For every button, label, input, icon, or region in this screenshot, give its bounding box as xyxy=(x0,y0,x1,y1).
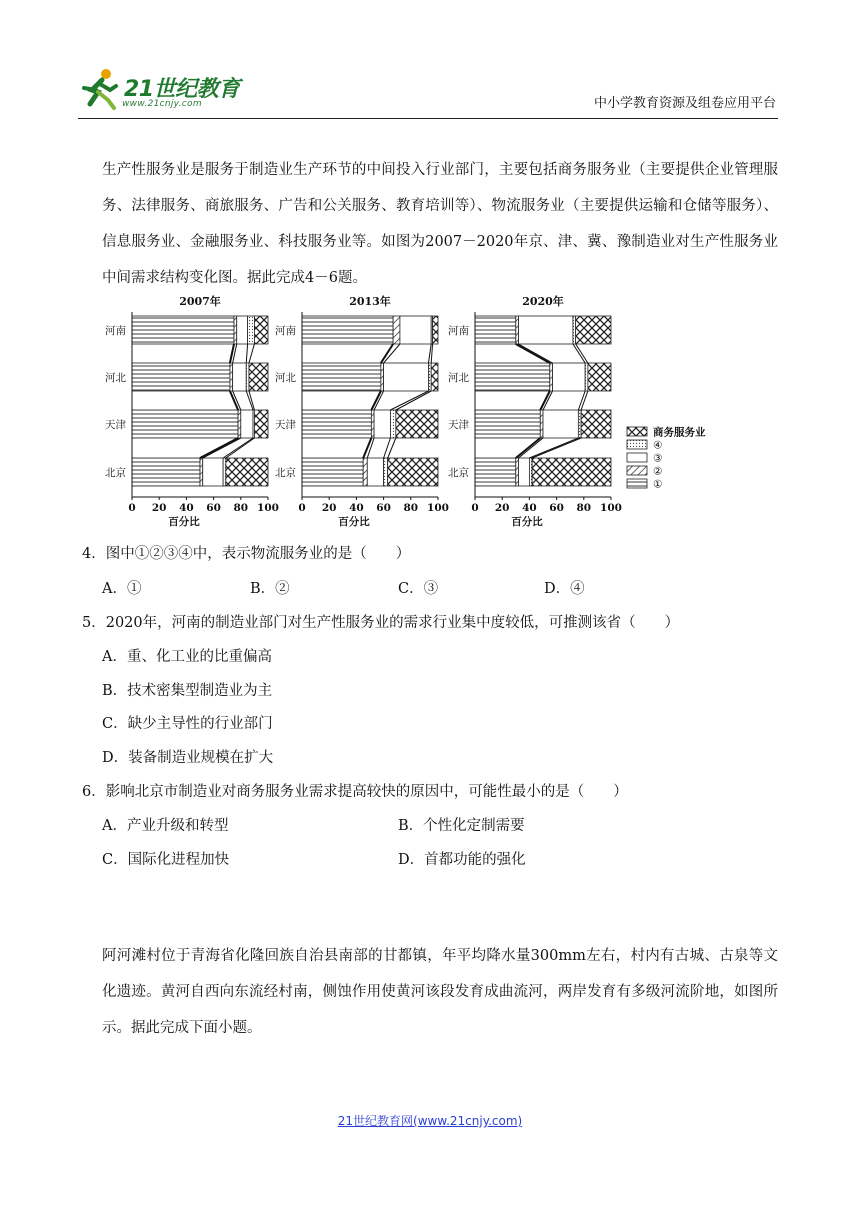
x-tick-label: 80 xyxy=(403,502,419,514)
question-6: 6．影响北京市制造业对商务服务业需求提高较快的原因中，可能性最小的是（ ） xyxy=(82,784,628,800)
legend-label: 商务服务业 xyxy=(653,426,706,439)
connector-line xyxy=(390,391,428,410)
x-tick-label: 80 xyxy=(576,502,592,514)
bar-segment xyxy=(532,458,611,486)
bar-segment xyxy=(529,458,532,486)
connector-line xyxy=(223,438,253,458)
chart-panel-2013年 xyxy=(275,294,449,527)
bar-segment xyxy=(428,363,431,391)
q4-option-d[interactable]: D．④ xyxy=(544,581,585,597)
q6-option-d[interactable]: D．首都功能的强化 xyxy=(398,852,526,868)
q4-option-b[interactable]: B．② xyxy=(250,581,290,597)
q5-option-a[interactable]: A．重、化工业的比重偏高 xyxy=(102,649,272,665)
question-4: 4．图中①②③④中，表示物流服务业的是（ ） xyxy=(82,546,411,562)
bar-segment xyxy=(588,363,611,391)
legend-label: ② xyxy=(653,465,663,478)
x-tick-label: 0 xyxy=(128,502,136,514)
bar-segment xyxy=(585,363,588,391)
bar-segment xyxy=(233,363,247,391)
legend-swatch xyxy=(627,466,647,475)
bar-segment xyxy=(371,410,374,438)
bar-segment xyxy=(254,316,268,344)
bar-segment xyxy=(396,410,438,438)
chart-legend xyxy=(627,426,706,491)
connector-line xyxy=(540,391,550,410)
question-5: 5．2020年，河南的制造业部门对生产性服务业的需求行业集中度较低，可推测该省（ ） xyxy=(82,615,680,631)
bar-segment xyxy=(519,316,573,344)
x-tick-label: 60 xyxy=(376,502,391,514)
connector-line xyxy=(371,391,381,410)
connector-line xyxy=(519,344,553,363)
category-label: 河南 xyxy=(105,325,126,337)
x-tick-label: 60 xyxy=(206,502,221,514)
bar-segment xyxy=(226,458,268,486)
connector-line xyxy=(246,344,247,363)
legend-label: ④ xyxy=(653,439,663,452)
panel-title: 2013年 xyxy=(349,295,391,308)
bar-segment xyxy=(200,458,203,486)
category-label: 北京 xyxy=(448,467,469,479)
page-header xyxy=(78,62,778,119)
demand-structure-chart xyxy=(92,292,732,527)
connector-line xyxy=(428,344,431,363)
bar-segment xyxy=(553,363,586,391)
bar-segment xyxy=(230,363,233,391)
platform-title: 中小学教育资源及组卷应用平台 xyxy=(593,96,776,111)
x-tick-label: 100 xyxy=(257,502,279,514)
x-tick-label: 0 xyxy=(471,502,479,514)
bar-segment xyxy=(302,458,363,486)
bar-segment xyxy=(302,410,371,438)
bar-segment xyxy=(543,410,578,438)
bar-segment xyxy=(400,316,431,344)
bar-segment xyxy=(475,458,516,486)
category-label: 天津 xyxy=(448,419,469,431)
category-label: 天津 xyxy=(275,419,296,431)
x-tick-label: 40 xyxy=(522,502,537,514)
bar-segment xyxy=(254,410,268,438)
passage-2: 阿河滩村位于青海省化隆回族自治县南部的甘都镇，年平均降水量300mm左右，村内有古城、古泉等文化遗迹。黄河自西向东流经村南，侧蚀作用使黄河该段发育成曲流河，两岸发育有多级河流阶地，如图所示。据此完成下面小题。 xyxy=(102,948,778,1036)
x-tick-label: 20 xyxy=(151,502,167,514)
q5-option-b[interactable]: B．技术密集型制造业为主 xyxy=(102,683,273,699)
legend-swatch xyxy=(627,440,647,449)
intro-paragraph: 生产性服务业是服务于制造业生产环节的中间投入行业部门，主要包括商务服务业（主要提供企业管理服务、法律服务、商旅服务、广告和公关服务、教育培训等）、物流服务业（主要提供运输和仓储等服务）、信息服务业、金融服务业、科技服务业等。如图为2007－2020年京、津、冀、豫制造业对生产性服务业中间需求结构变化图。据此完成4－6题。 xyxy=(102,162,778,286)
legend-label: ③ xyxy=(653,452,663,465)
chart-panel-2020年 xyxy=(448,294,622,527)
category-label: 河南 xyxy=(448,325,469,337)
connector-line xyxy=(431,344,432,363)
connector-line xyxy=(249,344,254,363)
bar-segment xyxy=(238,410,241,438)
q6-option-c[interactable]: C．国际化进程加快 xyxy=(102,852,230,868)
category-label: 河南 xyxy=(275,325,296,337)
bar-segment xyxy=(550,363,553,391)
panel-title: 2007年 xyxy=(179,295,221,308)
q6-option-b[interactable]: B．个性化定制需要 xyxy=(398,818,525,834)
bar-segment xyxy=(249,363,268,391)
x-tick-label: 80 xyxy=(233,502,249,514)
x-tick-label: 40 xyxy=(179,502,194,514)
bar-segment xyxy=(381,363,384,391)
runner-logo-icon xyxy=(78,66,122,110)
connector-line xyxy=(576,344,588,363)
bar-segment xyxy=(576,316,611,344)
bar-segment xyxy=(516,458,519,486)
bar-segment xyxy=(132,363,230,391)
bar-segment xyxy=(475,363,550,391)
x-tick-label: 20 xyxy=(494,502,510,514)
bar-segment xyxy=(302,316,393,344)
x-axis-label: 百分比 xyxy=(511,516,543,527)
bar-segment xyxy=(388,458,438,486)
connector-line xyxy=(516,344,550,363)
category-label: 河北 xyxy=(105,372,126,384)
category-label: 北京 xyxy=(105,467,126,479)
bar-segment xyxy=(132,316,234,344)
connector-line xyxy=(226,438,255,458)
bar-segment xyxy=(374,410,390,438)
logo-url: www.21cnjy.com xyxy=(122,99,202,109)
x-axis-label: 百分比 xyxy=(168,516,200,527)
x-tick-label: 0 xyxy=(298,502,306,514)
bar-segment xyxy=(363,458,367,486)
connector-line xyxy=(573,344,585,363)
legend-swatch xyxy=(627,453,647,462)
category-label: 河北 xyxy=(275,372,296,384)
connector-line xyxy=(200,438,238,458)
bar-segment xyxy=(581,410,611,438)
bar-segment xyxy=(390,410,395,438)
connector-line xyxy=(203,438,241,458)
chart-panel-2007年 xyxy=(105,294,279,527)
x-tick-label: 60 xyxy=(549,502,564,514)
bar-segment xyxy=(246,363,249,391)
bar-segment xyxy=(519,458,530,486)
category-label: 天津 xyxy=(105,419,126,431)
bar-segment xyxy=(234,316,237,344)
legend-swatch xyxy=(627,479,647,488)
bar-segment xyxy=(132,458,200,486)
q4-option-c[interactable]: C．③ xyxy=(398,581,439,597)
bar-segment xyxy=(302,363,381,391)
bar-segment xyxy=(384,458,388,486)
x-tick-label: 40 xyxy=(349,502,364,514)
q6-option-a[interactable]: A．产业升级和转型 xyxy=(102,818,229,834)
category-label: 河北 xyxy=(448,372,469,384)
bar-segment xyxy=(475,316,516,344)
bar-segment xyxy=(203,458,223,486)
bar-segment xyxy=(223,458,226,486)
bar-segment xyxy=(132,410,238,438)
footer-link[interactable]: 21世纪教育网(www.21cnjy.com) xyxy=(337,1114,523,1128)
bar-segment xyxy=(237,316,248,344)
bar-segment xyxy=(573,316,576,344)
x-tick-label: 20 xyxy=(321,502,337,514)
bar-segment xyxy=(516,316,519,344)
x-axis-label: 百分比 xyxy=(338,516,370,527)
legend-label: ① xyxy=(653,478,663,491)
bar-segment xyxy=(384,363,429,391)
connector-line xyxy=(396,391,431,410)
x-tick-label: 100 xyxy=(427,502,449,514)
bar-segment xyxy=(393,316,400,344)
q5-option-d[interactable]: D．装备制造业规模在扩大 xyxy=(102,750,274,766)
q5-option-c[interactable]: C．缺少主导性的行业部门 xyxy=(102,716,273,732)
connector-line xyxy=(363,438,371,458)
logo-text: 21世纪教育 xyxy=(124,77,240,102)
bar-segment xyxy=(433,316,438,344)
bar-segment xyxy=(241,410,253,438)
bar-segment xyxy=(475,410,540,438)
bar-segment xyxy=(540,410,543,438)
bar-segment xyxy=(431,363,438,391)
x-tick-label: 100 xyxy=(600,502,622,514)
bar-segment xyxy=(248,316,255,344)
category-label: 北京 xyxy=(275,467,296,479)
legend-swatch xyxy=(627,427,647,436)
logo xyxy=(78,66,278,110)
bar-segment xyxy=(367,458,383,486)
q4-option-a[interactable]: A．① xyxy=(102,581,142,597)
bar-segment xyxy=(578,410,581,438)
panel-title: 2020年 xyxy=(522,295,564,308)
